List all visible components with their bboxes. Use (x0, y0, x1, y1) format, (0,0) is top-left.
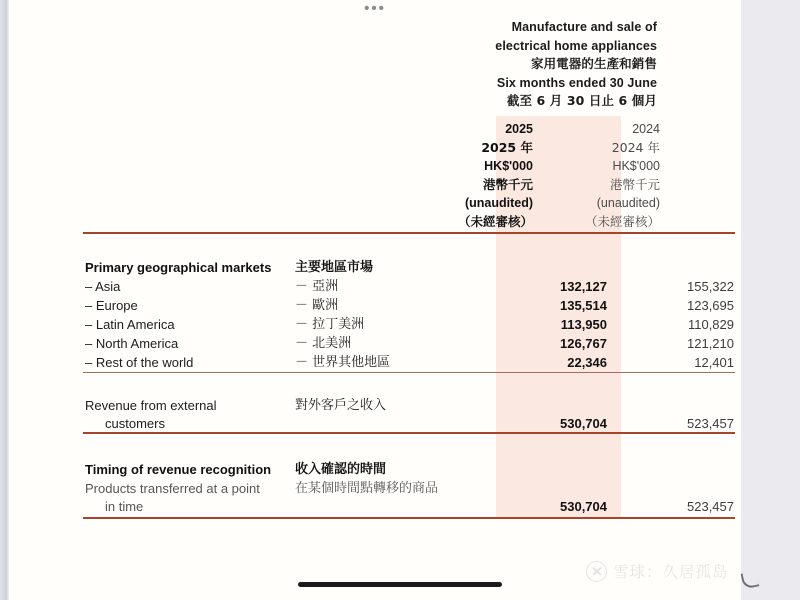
table-row (83, 497, 735, 516)
geographical-title-zh: 主要地區市場 (295, 260, 374, 275)
timing-title-en: Timing of revenue recognition (85, 462, 272, 477)
row-value-previous: 123,695 (687, 298, 734, 313)
row-value-previous: 155,322 (687, 279, 734, 294)
timing-value-current: 530,704 (560, 499, 607, 514)
timing-value-previous: 523,457 (687, 499, 734, 514)
segment-header-line-zh: 家用電器的生產和銷售 (530, 56, 657, 72)
table-row (83, 353, 735, 372)
table-row (83, 479, 735, 498)
external-revenue-label-en-line1: Revenue from external (85, 398, 217, 413)
table-row (83, 334, 735, 353)
column-header-current-year (422, 120, 547, 232)
previous-year-label: 2024 (632, 122, 660, 136)
table-row (83, 414, 735, 433)
row-label-zh: － 亞洲 (295, 279, 339, 294)
column-header-previous-year (547, 120, 661, 232)
current-audit-status: (unaudited) (464, 196, 533, 211)
external-revenue-value-current: 530,704 (560, 416, 607, 431)
previous-audit-status: (unaudited) (596, 196, 660, 211)
row-label-zh: － 北美洲 (295, 336, 352, 351)
current-currency-label-zh: 港幣千元 (482, 176, 533, 192)
external-revenue-label-zh: 對外客戶之收入 (295, 398, 387, 413)
external-revenue-value-previous: 523,457 (687, 416, 734, 431)
current-audit-status-zh: （未經審核） (457, 213, 533, 229)
table-row (83, 277, 735, 296)
previous-currency-label: HK$'000 (612, 159, 660, 174)
rule-below-geographical-rows (83, 372, 735, 373)
previous-year-label-zh: 2024 年 (611, 139, 660, 155)
segment-header-line-1: Manufacture and sale of (511, 20, 657, 34)
previous-currency-label-zh: 港幣千元 (609, 176, 660, 192)
row-label-en: – Europe (85, 298, 138, 313)
document-page (9, 0, 741, 600)
row-value-current: 126,767 (560, 336, 607, 351)
timing-title-zh: 收入確認的時間 (295, 462, 387, 477)
watermark (586, 560, 729, 582)
current-year-label-zh: 2025 年 (481, 139, 533, 155)
xueqiu-logo-icon (586, 561, 607, 582)
segment-header-period-en: Six months ended 30 June (496, 75, 657, 90)
timing-label-zh: 在某個時間點轉移的商品 (295, 481, 439, 496)
more-options-icon[interactable]: ••• (364, 0, 386, 17)
segment-header (9, 18, 661, 111)
segment-header-line-2: electrical home appliances (495, 38, 657, 53)
watermark-text: 雪球：久居孤岛 (613, 563, 729, 581)
row-label-zh: － 世界其他地區 (295, 355, 391, 370)
rule-table-bottom (83, 517, 735, 519)
row-label-zh: － 拉丁美洲 (295, 317, 365, 332)
row-value-previous: 12,401 (694, 355, 734, 370)
previous-audit-status-zh: （未經審核） (584, 213, 660, 229)
row-value-current: 132,127 (560, 279, 607, 294)
row-label-zh: － 歐洲 (295, 298, 339, 313)
row-value-previous: 121,210 (687, 336, 734, 351)
row-value-current: 22,346 (567, 355, 607, 370)
home-indicator[interactable] (298, 582, 502, 587)
table-row (83, 396, 735, 415)
row-label-en: – North America (85, 336, 179, 351)
table-row (83, 296, 735, 315)
rule-below-column-headers (83, 232, 735, 234)
row-value-current: 113,950 (560, 317, 607, 332)
table-row (83, 258, 735, 277)
row-value-current: 135,514 (560, 298, 607, 313)
row-value-previous: 110,829 (687, 317, 734, 332)
left-gutter (0, 0, 9, 600)
row-label-en: – Rest of the world (85, 355, 194, 370)
segment-header-period-zh: 截至 6 月 30 日止 6 個月 (506, 93, 657, 109)
table-row (83, 460, 735, 479)
current-currency-label: HK$'000 (484, 159, 533, 174)
timing-label-en-line1: Products transferred at a point (85, 481, 260, 496)
current-year-label: 2025 (505, 122, 533, 136)
row-label-en: – Latin America (85, 317, 175, 332)
row-label-en: – Asia (85, 279, 121, 294)
geographical-title-en: Primary geographical markets (85, 260, 272, 275)
timing-label-en-line2: in time (105, 499, 144, 514)
table-row (83, 315, 735, 334)
right-gutter (741, 0, 800, 600)
external-revenue-label-en-line2: customers (105, 416, 165, 431)
